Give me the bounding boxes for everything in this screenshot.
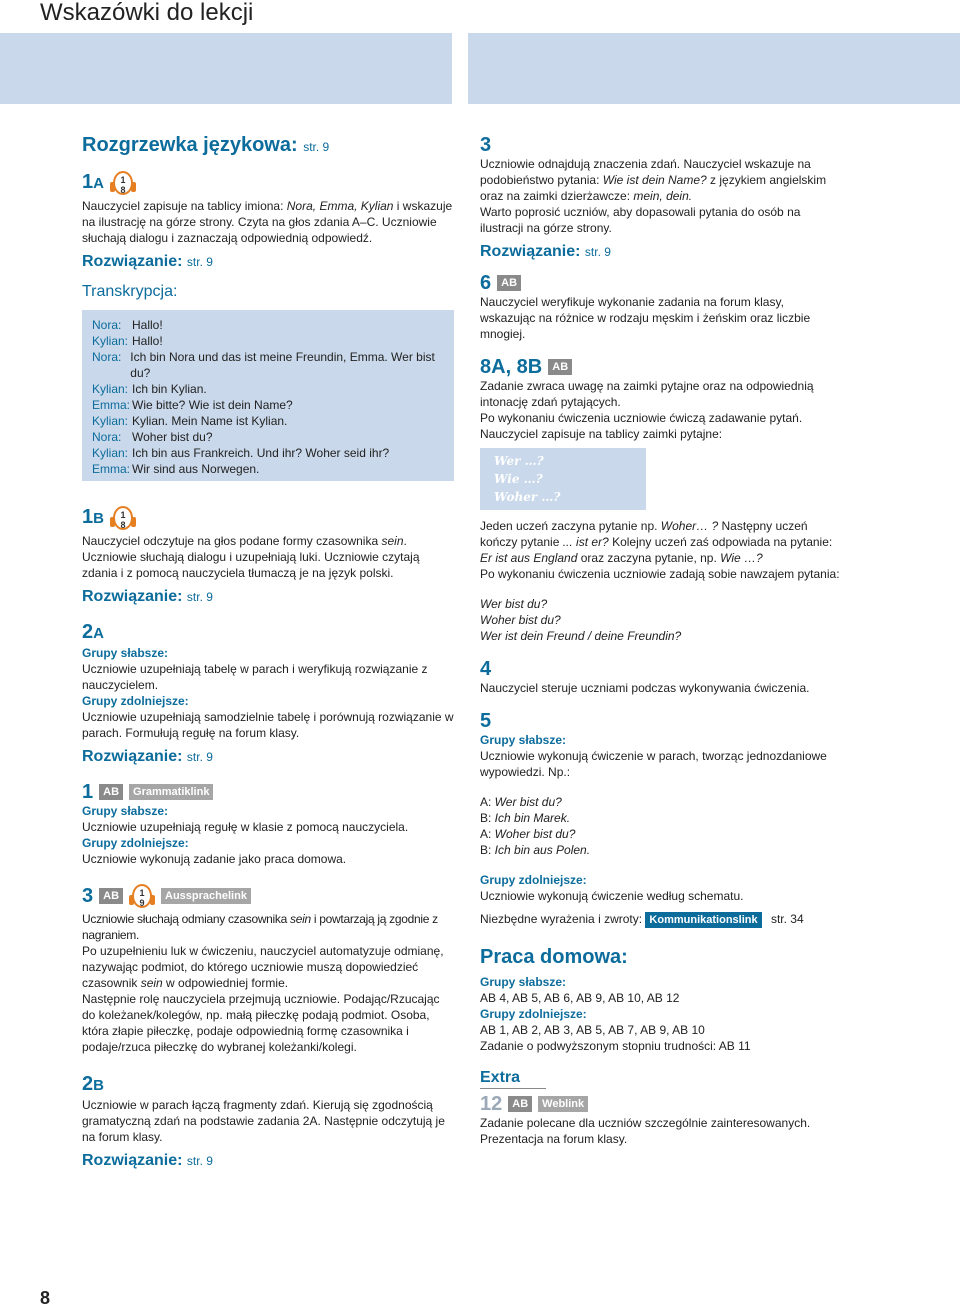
transcript-line: Nora: Woher bist du? bbox=[92, 430, 213, 444]
grammatiklink-badge: Grammatiklink bbox=[129, 784, 213, 800]
exercise-6-heading: 6 AB bbox=[480, 272, 840, 294]
transcript-line: Kylian: Ich bin Kylian. bbox=[92, 382, 207, 396]
homework-strong-text: AB 1, AB 2, AB 3, AB 5, AB 7, AB 9, AB 10 bbox=[480, 1023, 705, 1037]
exercise-1-ab-heading: 1 AB Grammatiklink bbox=[82, 781, 454, 803]
exercise-1a-heading: 1A 1 8 bbox=[82, 168, 454, 198]
header-banner bbox=[0, 33, 960, 104]
transcript-line: Kylian: Hallo! bbox=[92, 334, 163, 348]
extra-text: Zadanie polecane dla uczniów szczególnie zainteresowanych. bbox=[480, 1116, 811, 1130]
solution-label: Rozwiązanie: str. 9 bbox=[82, 588, 213, 605]
example-question: Wer ist dein Freund / deine Freundin? bbox=[480, 629, 682, 643]
exercise-6-text: Nauczyciel weryfikuje wykonanie zadania na forum klasy, wskazując na różnice w rodzaju męskim i żeńskim oraz liczbie mnogiej. bbox=[480, 295, 811, 341]
kommunikationslink-badge: Kommunikationslink bbox=[645, 912, 761, 928]
exercise-8-text: Po wykonaniu ćwiczenia uczniowie ćwiczą zadawanie pytań. Nauczyciel zapisuje na tablicy zaimki pytajne: bbox=[480, 411, 803, 441]
exercise-3-text: Następnie rolę nauczyciela przejmują uczniowie. Podając/Rzucając do koleżanek/kolegów, np. małą piłeczkę podają podmiot. Osoba, która złapie piłeczkę, podaje odpowiednią formę czasownika i podaje/rzuca piłeczkę do wybranej koleżanki/kolegi. bbox=[82, 992, 440, 1054]
exercise-1b-heading: 1B 1 8 bbox=[82, 503, 454, 533]
extra-text: Prezentacja na forum klasy. bbox=[480, 1132, 628, 1146]
group-strong-label: Grupy zdolniejsze: bbox=[82, 694, 189, 708]
exercise-3-text: Warto poprosić uczniów, aby dopasowali pytania do osób na ilustracji na górze strony. bbox=[480, 205, 801, 235]
ab-badge: AB bbox=[508, 1096, 532, 1112]
ab-badge: AB bbox=[548, 359, 572, 375]
page-number: 8 bbox=[40, 1288, 51, 1308]
group-weak-label: Grupy słabsze: bbox=[82, 804, 169, 818]
transcript-box bbox=[82, 310, 454, 481]
transcript-line: Nora: Ich bin Nora und das ist meine Freundin, Emma. Wer bist du? bbox=[92, 350, 435, 380]
exercise-2b-heading: 2B bbox=[82, 1073, 104, 1095]
exercise-3-text: Po uzupełnieniu luk w ćwiczeniu, nauczyciel automatyzuje odmianę, nazywając podmiot, do którego uczniowie muszą dopowiedzieć czasownik sein w odpowiedniej formie. bbox=[82, 944, 444, 990]
exercise-5-heading: 5 bbox=[480, 710, 492, 732]
example-question: Wer bist du? bbox=[480, 597, 548, 611]
transcript-heading: Transkrypcja: bbox=[82, 283, 178, 300]
transcript-line: Kylian: Ich bin aus Frankreich. Und ihr? Woher seid ihr? bbox=[92, 446, 390, 460]
ab-badge: AB bbox=[99, 888, 123, 904]
homework-higher-text: Zadanie o podwyższonym stopniu trudności: AB 11 bbox=[480, 1039, 751, 1053]
transcript-line: Emma: Wir sind aus Norwegen. bbox=[92, 462, 260, 476]
dialog-line: A: Woher bist du? bbox=[480, 827, 576, 841]
exercise-3-heading: 3 bbox=[480, 134, 492, 156]
needed-expressions: Niezbędne wyrażenia i zwroty: Kommunikationslink str. 34 bbox=[480, 912, 804, 926]
group-weak-text: Uczniowie wykonują ćwiczenie w parach, tworząc jednozdaniowe wypowiedzi. Np.: bbox=[480, 749, 827, 779]
exercise-1a-text: Nauczyciel zapisuje na tablicy imiona: Nora, Emma, Kylian i wskazuje na ilustrację na górze strony. Czyta na głos zdania A–C. Uczniowie słuchają dialogu i zaznaczają odpowiednią odpowiedź. bbox=[82, 199, 453, 245]
group-weak-text: Uczniowie uzupełniają tabelę w parach i weryfikują rozwiązanie z nauczycielem. bbox=[82, 662, 428, 692]
aussprachelink-badge: Aussprachelink bbox=[161, 888, 251, 904]
dialog-line: A: Wer bist du? bbox=[480, 795, 562, 809]
exercise-4-text: Nauczyciel steruje uczniami podczas wykonywania ćwiczenia. bbox=[480, 681, 810, 695]
group-strong-label: Grupy zdolniejsze: bbox=[480, 1007, 587, 1021]
headphones-icon: 1 9 bbox=[129, 881, 155, 911]
example-question: Woher bist du? bbox=[480, 613, 561, 627]
weblink-badge: Weblink bbox=[538, 1096, 588, 1112]
transcript-line: Emma: Wie bitte? Wie ist dein Name? bbox=[92, 398, 293, 412]
solution-label: Rozwiązanie: str. 9 bbox=[480, 243, 611, 260]
homework-heading: Praca domowa: bbox=[480, 946, 628, 968]
dialog-line: B: Ich bin Marek. bbox=[480, 811, 571, 825]
group-strong-text: Uczniowie uzupełniają samodzielnie tabelę i porównują rozwiązanie w parach. Formułują regułę na forum klasy. bbox=[82, 710, 454, 740]
exercise-8-text: Jeden uczeń zaczyna pytanie np. Woher… ? Następny uczeń kończy pytanie ... ist er? Kolejny uczeń zaś odpowiada na pytanie: Er ist aus England oraz zaczyna pytanie, np. Wie …? bbox=[480, 519, 833, 565]
extra-label: Extra bbox=[480, 1068, 546, 1089]
group-weak-label: Grupy słabsze: bbox=[480, 733, 567, 747]
group-strong-text: Uczniowie wykonują zadanie jako praca domowa. bbox=[82, 852, 347, 866]
exercise-2a-heading: 2A bbox=[82, 621, 104, 643]
dialog-line: B: Ich bin aus Polen. bbox=[480, 843, 591, 857]
exercise-8-heading: 8A, 8B AB bbox=[480, 356, 840, 378]
group-weak-text: Uczniowie uzupełniają regułę w klasie z pomocą nauczyciela. bbox=[82, 820, 409, 834]
exercise-2b-text: Uczniowie w parach łączą fragmenty zdań. Kierują się zgodnością gramatyczną zdań na podstawie zadania 2A. Następnie odczytują je na forum klasy. bbox=[82, 1098, 445, 1144]
ab-badge: AB bbox=[497, 275, 521, 291]
transcript-line: Kylian: Kylian. Mein Name ist Kylian. bbox=[92, 414, 288, 428]
solution-label: Rozwiązanie: str. 9 bbox=[82, 253, 213, 270]
left-column bbox=[82, 134, 454, 1171]
exercise-1b-text: Nauczyciel odczytuje na głos podane formy czasownika sein. Uczniowie słuchają dialogu i uzupełniają luki. Uczniowie czytają zdania i z pomocą nauczyciela tłumaczą je na język polski. bbox=[82, 534, 420, 580]
right-column bbox=[480, 134, 840, 1147]
group-strong-label: Grupy zdolniejsze: bbox=[480, 873, 587, 887]
exercise-3-text: Uczniowie słuchają odmiany czasownika sein i powtarzają ją zgodnie z nagraniem. bbox=[82, 912, 438, 942]
question-words-box: Wer …? Wie …? Woher …? bbox=[480, 448, 646, 510]
header-banner-left bbox=[0, 33, 452, 104]
group-strong-text: Uczniowie wykonują ćwiczenie według schematu. bbox=[480, 889, 744, 903]
group-weak-label: Grupy słabsze: bbox=[480, 975, 567, 989]
transcript-line: Nora: Hallo! bbox=[92, 318, 163, 332]
ab-badge: AB bbox=[99, 784, 123, 800]
exercise-4-heading: 4 bbox=[480, 658, 492, 680]
exercise-3-text: Uczniowie odnajdują znaczenia zdań. Nauczyciel wskazuje na podobieństwo pytania: Wie ist dein Name? z językiem angielskim oraz na zaimki dzierżawcze: mein, dein. bbox=[480, 157, 827, 203]
group-strong-label: Grupy zdolniejsze: bbox=[82, 836, 189, 850]
solution-label: Rozwiązanie: str. 9 bbox=[82, 748, 213, 765]
exercise-12-heading: 12 AB Weblink bbox=[480, 1093, 840, 1115]
headphones-icon: 1 8 bbox=[110, 503, 136, 533]
section-heading: Rozgrzewka językowa: str. 9 bbox=[82, 134, 330, 156]
header-banner-right bbox=[468, 33, 960, 104]
exercise-8-text: Po wykonaniu ćwiczenia uczniowie zadają sobie nawzajem pytania: bbox=[480, 567, 840, 581]
page-title: Wskazówki do lekcji bbox=[40, 0, 254, 26]
exercise-3-ab-heading: 3 AB 1 9 Aussprachelink bbox=[82, 881, 454, 911]
solution-label: Rozwiązanie: str. 9 bbox=[82, 1152, 213, 1169]
headphones-icon: 1 8 bbox=[110, 168, 136, 198]
exercise-8-text: Zadanie zwraca uwagę na zaimki pytajne oraz na odpowiednią intonację zdań pytających. bbox=[480, 379, 814, 409]
homework-weak-text: AB 4, AB 5, AB 6, AB 9, AB 10, AB 12 bbox=[480, 991, 680, 1005]
group-weak-label: Grupy słabsze: bbox=[82, 646, 169, 660]
